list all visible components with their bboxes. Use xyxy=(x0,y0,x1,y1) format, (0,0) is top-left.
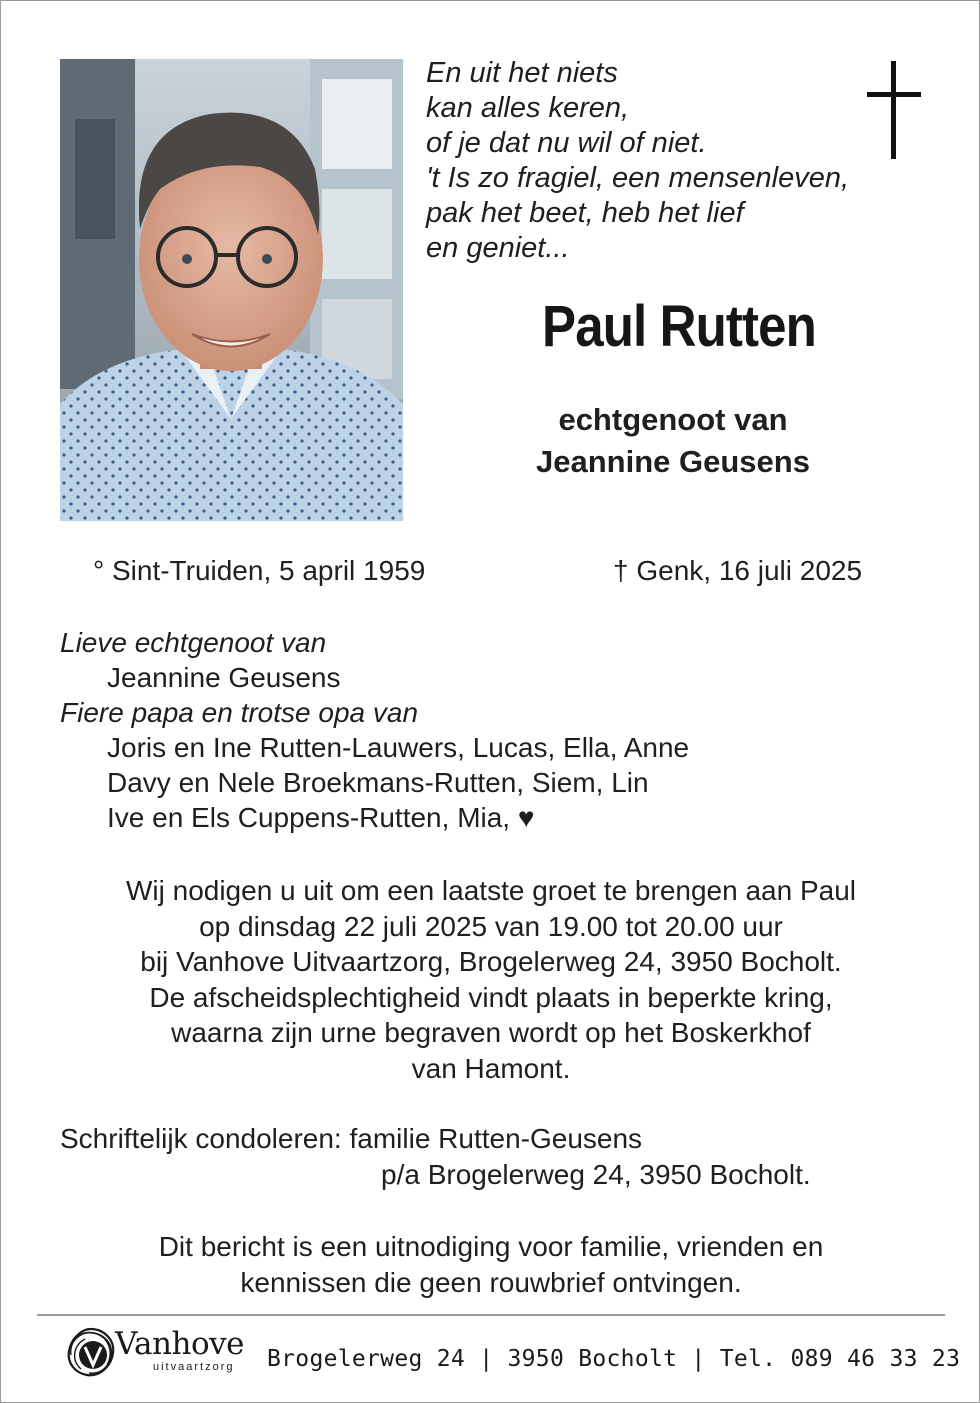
invitation-line: Wij nodigen u uit om een laatste groet te brengen aan Paul xyxy=(125,875,857,906)
invitation-line: waarna zijn urne begraven wordt op het Boskerkhof xyxy=(171,1017,811,1048)
cross-icon xyxy=(865,61,923,161)
child-family: Joris en Ine Rutten-Lauwers, Lucas, Ella, Anne xyxy=(107,732,690,763)
child-family: Ive en Els Cuppens-Rutten, Mia, ♥ xyxy=(107,802,535,833)
notice-line: kennissen die geen rouwbrief ontvingen. xyxy=(240,1266,742,1298)
poem-line: en geniet... xyxy=(426,232,570,264)
invitation-line: De afscheidsplechtigheid vindt plaats in beperkte kring, xyxy=(149,981,833,1013)
condolence-address: p/a Brogelerweg 24, 3950 Bocholt. xyxy=(381,1159,811,1190)
poem-line: of je dat nu wil of niet. xyxy=(426,127,707,159)
footer-contact: Brogelerweg 24 | 3950 Bocholt | Tel. 089 46 33 23 xyxy=(267,1346,961,1372)
spouse-heading xyxy=(463,399,883,483)
notice-text xyxy=(41,1229,941,1300)
spouse-heading-line: echtgenoot van xyxy=(558,402,788,437)
spouse-heading-name: Jeannine Geusens xyxy=(536,444,810,479)
portrait-photo xyxy=(60,59,403,521)
poem-line: pak het beet, heb het lief xyxy=(426,197,744,229)
children-role: Fiere papa en trotse opa van xyxy=(60,697,419,728)
poem xyxy=(426,56,896,266)
spouse-name: Jeannine Geusens xyxy=(107,662,341,693)
invitation-line: bij Vanhove Uitvaartzorg, Brogelerweg 24, 3950 Bocholt. xyxy=(140,946,842,977)
vanhove-logo-name: Vanhove xyxy=(115,1326,244,1362)
deceased-name: Paul Rutten xyxy=(542,294,816,359)
poem-line: 't Is zo fragiel, een mensenleven, xyxy=(426,162,850,194)
vanhove-logo xyxy=(63,1325,253,1381)
notice-line: Dit bericht is een uitnodiging voor familie, vrienden en xyxy=(158,1231,824,1262)
invitation-line: op dinsdag 22 juli 2025 van 19.00 tot 20.00 uur xyxy=(199,910,783,942)
vanhove-logo-sub: uitvaartzorg xyxy=(153,1361,235,1373)
invitation-text xyxy=(41,873,941,1086)
death-info: † Genk, 16 juli 2025 xyxy=(613,555,863,586)
poem-line: En uit het niets xyxy=(426,57,618,89)
footer-divider xyxy=(37,1314,945,1316)
child-family: Davy en Nele Broekmans-Rutten, Siem, Lin xyxy=(107,767,649,798)
family-list xyxy=(60,625,689,835)
invitation-line: van Hamont. xyxy=(411,1052,571,1084)
vanhove-logo-icon xyxy=(63,1325,119,1381)
spouse-role: Lieve echtgenoot van xyxy=(60,627,327,658)
birth-info: ° Sint-Truiden, 5 april 1959 xyxy=(93,555,426,586)
condolence-line: Schriftelijk condoleren: familie Rutten-Geusens xyxy=(60,1123,643,1154)
poem-line: kan alles keren, xyxy=(426,92,630,124)
